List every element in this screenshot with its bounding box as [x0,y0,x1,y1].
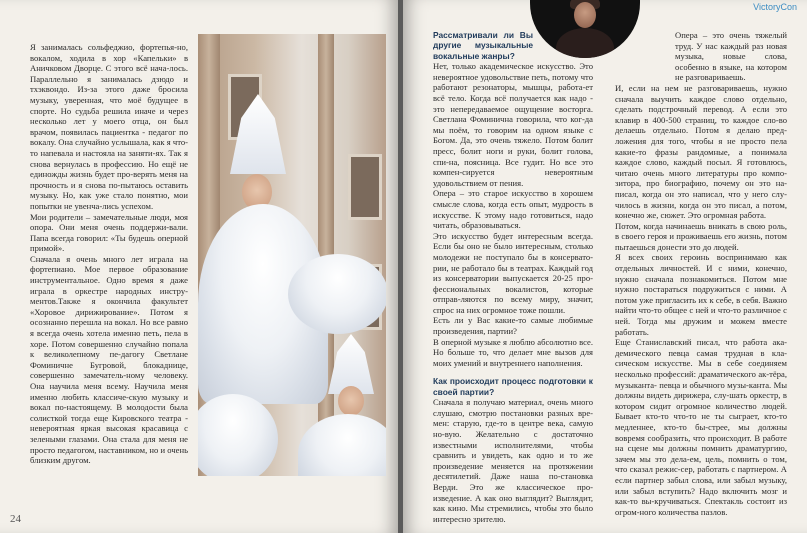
paragraph: И, если на нем не разговариваешь, нужно сначала выучить каждое слово отдельно, сделать подстрочный перевод. А если это клавир в 400-500 страниц, то каждое сло-во делаешь отдельно. Потом я делаю пред-ложения для того, чтобы я не просто пела какие-то фразы рандомные, а понимала каждое слово, каждый посыл. Я готовлюсь, читаю очень много литературы про компо-зитора, про биографию, почему он это на-писал, когда он это написал, что у него слу-чилось в жизни, когда он это писал, а потом, конечно же, сюжет. Это огромная работа. [615,82,787,221]
right-text-column [615,30,787,517]
paragraph: Опера – это старое искусство в хорошем смысле слова, когда есть опыт, мудрость в искусстве. К этому надо готовиться, надо читать, образовываться. [433,188,593,231]
question-heading: Как происходит процесс подготовки к своей партии? [433,376,593,397]
brand-label: VictoryCon [753,2,797,12]
page-number: 24 [10,513,21,525]
paragraph: Есть ли у Вас какие-то самые любимые произведения, партии? [433,315,593,337]
paragraph: Нет, только академическое искусство. Это невероятное удовольствие петь, потому что работают резонаторы, мышцы, работа-ет всё тело. Когда всё получается как надо - это непередаваемое ощущение восторга. Светлана Фоминична говорила, что ког-да мы поём, то говорим на одном языке с Богом. Да, это очень тяжело. Потом болит пресс, болит ноги и руки, болит голова, спи-на, поясница. Все гудит. Но все это компен-сируется невероятным удовольствием от пения. [433,61,593,188]
left-text-column [30,42,188,466]
paragraph: Мои родители – замечательные люди, моя опора. Они меня очень поддержи-вали. Папа всегда говорил: «Ты будешь оперной примой». [30,211,188,254]
question-heading: Рассматривали ли Вы другие музыкальные вокальные жанры? [433,30,533,61]
middle-text-column [433,30,593,524]
paragraph: Потом, когда начинаешь вникать в свою роль, в своего героя и проживаешь его жизнь, потом пытаешься донести это до людей. [615,220,787,252]
left-page [0,0,398,533]
paragraph: В оперной музыке я люблю абсолютно все. Но больше то, что делает мне вызов для моих умений и внутреннего наполнения. [433,336,593,368]
paragraph: Это искусство будет интересным всегда. Если бы оно не было интересным, столько молодежи не поступало бы в консервато-рии, не работало бы в театрах. Каждый год из консерватории выпускается 20-25 про-фессиональных вокалистов, которые отправ-ляются по всему миру, значит, спрос на них огромное тоже пошли. [433,230,593,315]
paragraph: Я всех своих героинь воспринимаю как отдельных личностей. И с ними, конечно, нужно сначала познакомиться. Потом мне нужно постараться подружиться с ними. А потом уже пригласить их к себе, в себя. Важно найти что-то общее с ней и что-то различное с ней. Тогда мы дружим и можем вместе работать. [615,252,787,337]
paragraph: Еще Станиславский писал, что работа ака-демического певца самая трудная в кла-сическом искусстве. Мы в себе соединяем несколько профессий: драматического ак-тёра, музыканта- певца и обычного музы-канта. Мы должны видеть дирижера, слу-шать оркестр, в котором сидит огромное количество людей. Бывает кто-то что-то не ты сыграет, кто-то медленнее, кто-то бы-стрее, мы должны вовремя сообразить, что происходит. В работе на сцене мы должны помнить драматургию, зачем мы это дела-ем, цель, помнить о том, что сказал режис-сер, работать с партнером. А если партнер забыл слова, или забыл музыку, или забыл вступить? Надо включить мозг и как-то вы-кручиваться. Спектакль состоит из огром-ного количества пазлов. [615,337,787,517]
paragraph: Сначала я получаю материал, очень много слушаю, смотрю постановки разных вре-мен: старую, где-то в центре века, самую но-вую. Желательно с достаточно известными исполнителями, чтобы сравнить и увидеть, как одно и то же произведение меняется на протяжении десятилетий. Даже наша по-становка Верди. Это же классическое про-изведение. А как оно выглядит? Выглядит, как кино. Мы стремились, чтобы это было интересно зрителю. [433,397,593,524]
paragraph: Я занималась сольфеджио, фортепья-но, вокалом, ходила в хор «Капельки» в Аничковом Дворце. С этого всё нача-лось. Параллельно я занималась дзюдо и тхэквондо. Из-за этого даже бросила музыку, уверенная, что моё будущее в спорте. Но судьба решила иначе и через несколько лет у моего отца, он был врачом, появилась пациентка - педагог по вокалу. Она случайно услышала, как я что-то напевала и настояла на заняти-ях. Так я снова вернулась в профессию. Но ещё не единожды жизнь будет про-верять меня на прочность и я снова по-пытаюсь оставить музыку. Но, как уже стало понятно, мои попытки не увенча-лись успехом. [30,42,188,211]
paragraph: Сначала я очень много лет играла на фортепиано. Мое первое образование инструментальное. Одно время я даже играла в оркестре народных инстру-ментов.Также я окончила факультет «Хоровое дирижирование». Потом я осознанно перешла на вокал. Но все равно я всегда очень хотела именно петь, пела в хоре. Потом совершенно случайно попала к великолепному пе-дагогу Светлане Фоминичне Бугровой, блокаднице, совершенно замечатель-ному человеку. Она научила меня всему. Научила меня именно любить классиче-скую музыку и вокал по-настоящему. В молодости была солисткой тогда еще Кировского театра - невероятная яркая высокая красавица с зелеными глазами. Она стала для меня не просто педагогом, наставником, но и очень близким другом. [30,253,188,466]
right-page [403,0,807,533]
paragraph: Опера – это очень тяжелый труд. У нас каждый раз новая музыка, новые слова, особенно в языке, на котором не разговариваешь. [675,30,787,83]
opera-singers-photo [198,34,386,476]
